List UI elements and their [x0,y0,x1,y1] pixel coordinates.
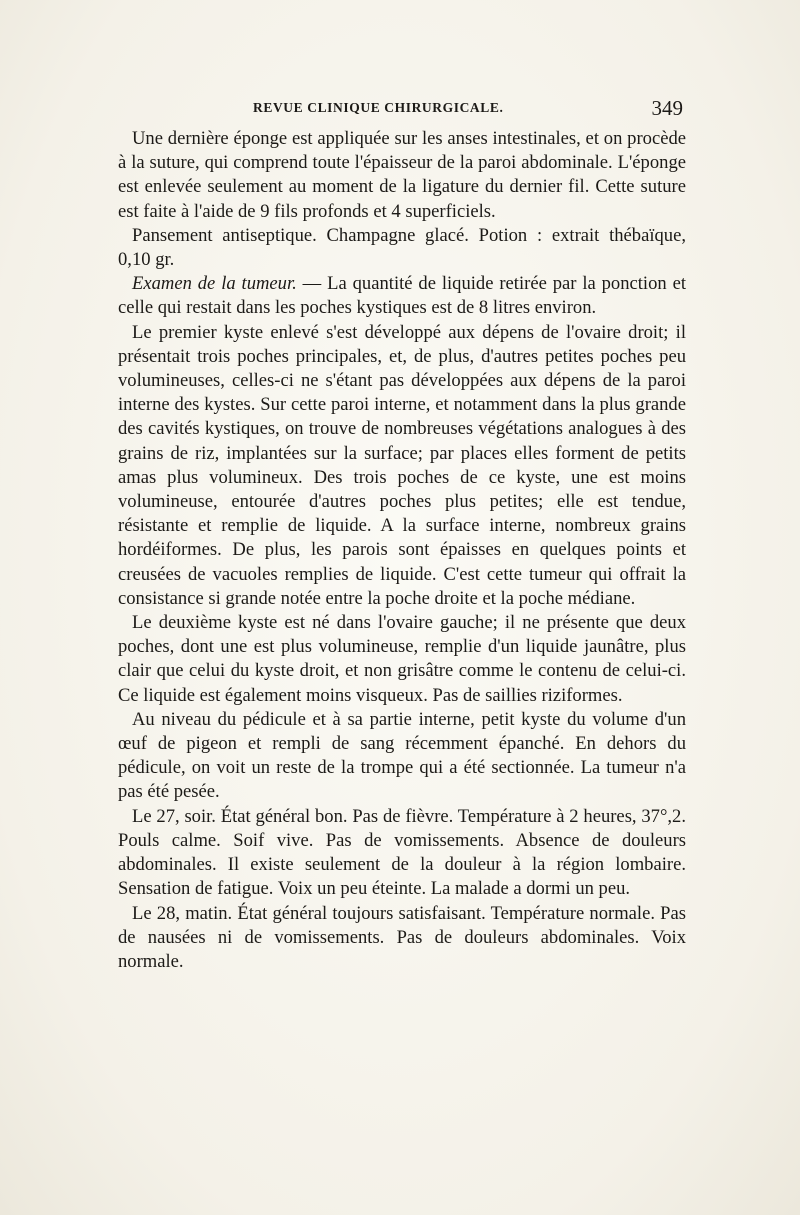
paragraph-pedicule: Au niveau du pédicule et à sa partie interne, petit kyste du volume d'un œuf de pigeon et rempli de sang récemment épanché. En dehors du pédicule, on voit un reste de la trompe qui a été sectionnée. La tumeur n'a pas été pesée. [118,708,686,803]
paragraph-deuxieme-kyste: Le deuxième kyste est né dans l'ovaire gauche; il ne présente que deux poches, dont une est plus volumineuse, remplie d'un liquide jaunâtre, plus clair que celui du kyste droit, et non grisâtre comme le contenu de celui-ci. Ce liquide est également moins visqueux. Pas de saillies riziformes. [118,612,686,706]
paragraph-suture: Une dernière éponge est appliquée sur les anses intestinales, et on procède à la suture, qui comprend toute l'épaisseur de la paroi abdominale. L'éponge est enlevée seulement au moment de la ligature du dernier fil. Cette suture est faite à l'aide de 9 fils profonds et 4 superficiels. [118,128,686,222]
paragraph-pansement: Pansement antiseptique. Champagne glacé. Potion : extrait thébaïque, 0,10 gr. [118,224,686,271]
running-title: REVUE CLINIQUE CHIRURGICALE. [253,100,504,115]
page-number: 349 [651,96,683,120]
page-header [118,96,683,120]
paragraph-premier-kyste: Le premier kyste enlevé s'est développé aux dépens de l'ovaire droit; il présentait trois poches principales, et, de plus, d'autres petites poches peu volumineuses, celles-ci ne s'étant pas développées aux dépens de la paroi interne des kystes. Sur cette paroi interne, et notamment dans la plus grande des cavités kystiques, on trouve de nombreuses végétations analogues à des grains de riz, implantées sur la surface; par places elles forment de petits amas plus volumineux. Des trois poches de ce kyste, une est moins volumineuse, entourée d'autres poches plus petites; elle est tendue, résistante et remplie de liquide. A la surface interne, nombreux grains hordéiformes. De plus, les parois sont épaisses en quelques points et creusées de vacuoles remplies de liquide. C'est cette tumeur qui offrait la consistance si grande notée entre la poche droite et la poche médiane. [118,321,686,609]
paragraph-examen [118,272,686,320]
paragraph-27-soir: Le 27, soir. État général bon. Pas de fièvre. Température à 2 heures, 37°,2. Pouls calme. Soif vive. Pas de vomissements. Absence de douleurs abdominales. Il existe seulement de la douleur à la région lombaire. Sensation de fatigue. Voix un peu éteinte. La malade a dormi un peu. [118,805,686,900]
examen-text: — La quantité de liquide retirée par la ponction et celle qui restait dans les poches kystiques est de 8 litres environ. [118,273,686,319]
examen-heading: Examen de la tumeur. [132,273,297,295]
body-text [118,127,686,974]
paragraph-28-matin: Le 28, matin. État général toujours satisfaisant. Température normale. Pas de nausées ni de vomissements. Pas de douleurs abdominales. Voix normale. [118,902,686,972]
